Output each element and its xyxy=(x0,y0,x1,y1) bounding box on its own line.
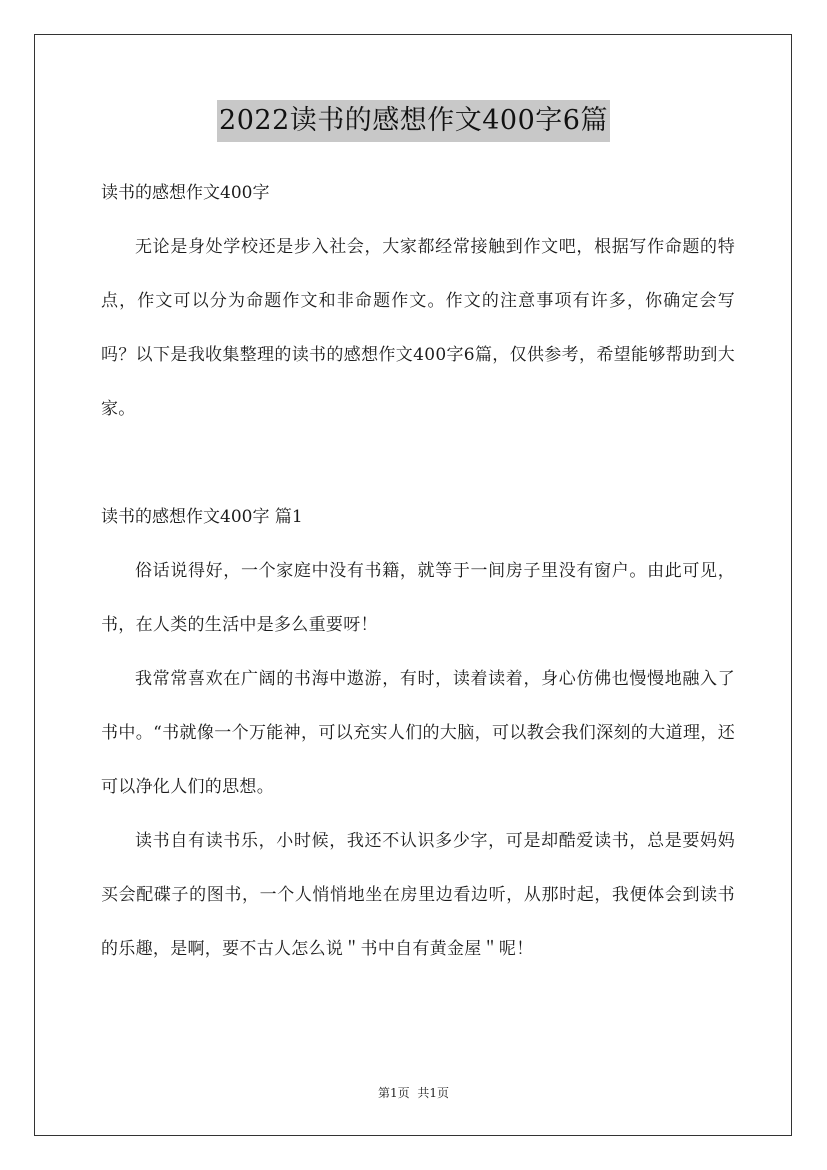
intro-heading: 读书的感想作文400字 xyxy=(101,183,270,203)
title-container xyxy=(0,100,827,142)
document-body xyxy=(101,166,735,976)
section1-heading: 读书的感想作文400字 篇1 xyxy=(101,507,303,527)
page-number: 第1页 xyxy=(377,1086,410,1100)
section-spacer xyxy=(101,436,735,490)
section1-paragraph-3: 读书自有读书乐，小时候，我还不认识多少字，可是却酷爱读书，总是要妈妈买会配碟子的图书，一个人悄悄地坐在房里边看边听，从那时起，我便体会到读书的乐趣，是啊，要不古人怎么说＂书中自有黄金屋＂呢！ xyxy=(101,831,735,959)
section1-paragraph-2: 我常常喜欢在广阔的书海中遨游，有时，读着读着，身心仿佛也慢慢地融入了书中。“书就像一个万能神，可以充实人们的大脑，可以教会我们深刻的大道理，还可以净化人们的思想。 xyxy=(101,669,735,797)
page-total: 共1页 xyxy=(417,1086,450,1100)
section1-paragraph-1: 俗话说得好，一个家庭中没有书籍，就等于一间房子里没有窗户。由此可见，书，在人类的生活中是多么重要呀！ xyxy=(101,561,735,635)
intro-paragraph: 无论是身处学校还是步入社会，大家都经常接触到作文吧，根据写作命题的特点，作文可以分为命题作文和非命题作文。作文的注意事项有许多，你确定会写吗？以下是我收集整理的读书的感想作文400字6篇，仅供参考，希望能够帮助到大家。 xyxy=(101,237,735,419)
document-title: 2022读书的感想作文400字6篇 xyxy=(217,100,610,142)
page-footer xyxy=(0,1083,827,1103)
